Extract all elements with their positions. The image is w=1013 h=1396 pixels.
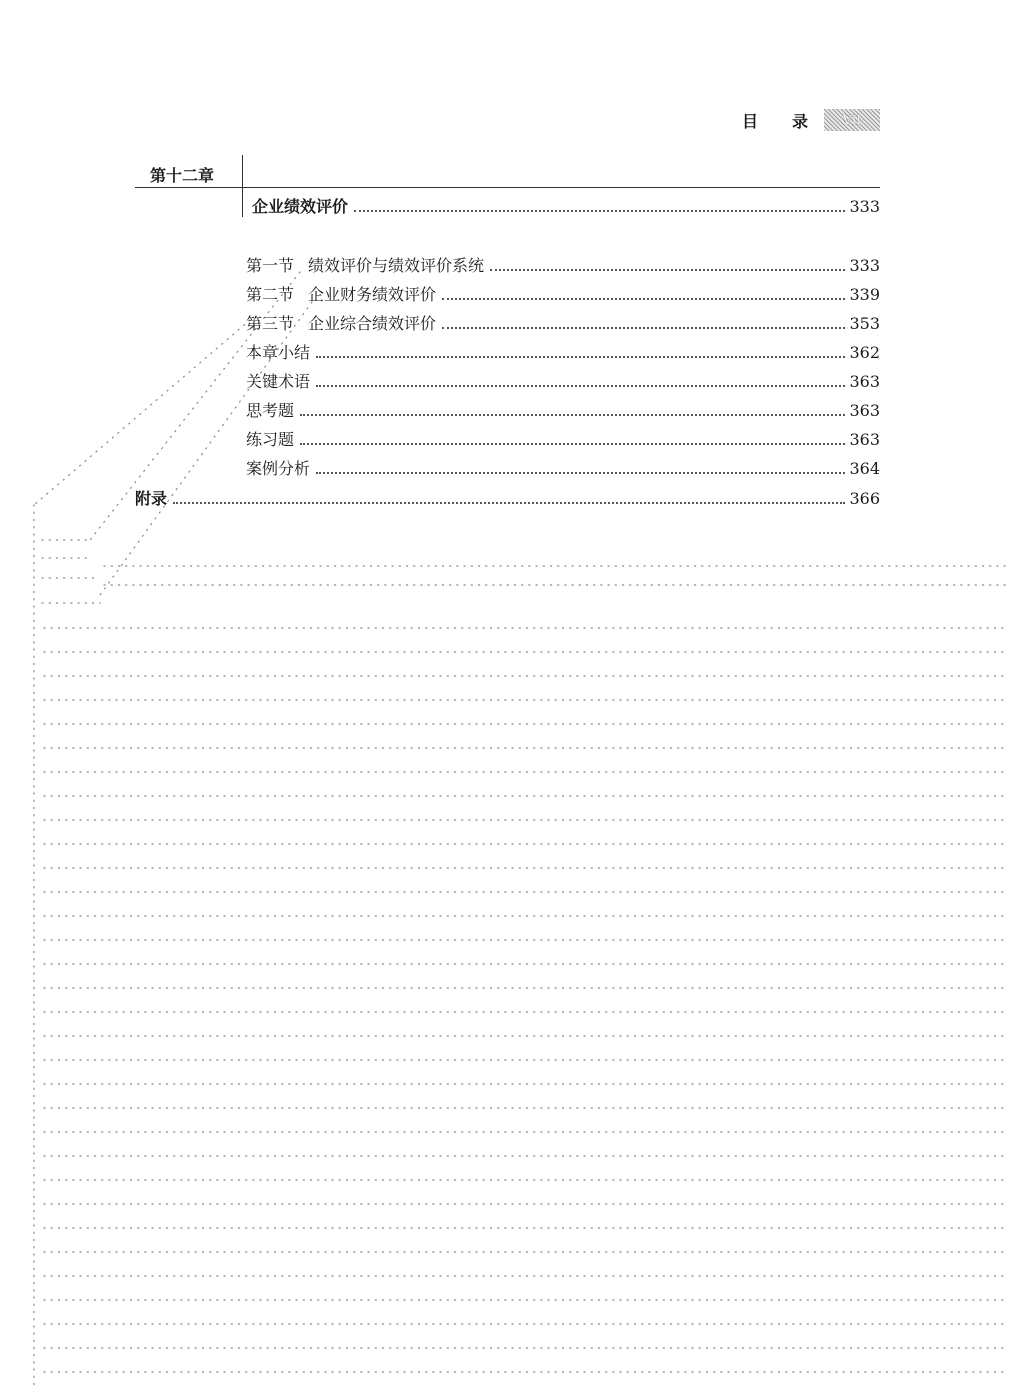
dot-leader: [316, 356, 845, 358]
section-page-number: 339: [849, 285, 880, 304]
dot-leader: [442, 298, 845, 300]
section-title: 企业综合绩效评价: [308, 314, 437, 333]
dot-leader: [300, 414, 845, 416]
item-page-number: 363: [849, 401, 880, 420]
guide-diagonal: [34, 320, 250, 505]
toc-entry-section-2[interactable]: [246, 282, 880, 304]
item-page-number: 363: [849, 430, 880, 449]
dot-leader: [490, 269, 845, 271]
header-char-lu: 录: [791, 111, 808, 131]
section-title: 企业财务绩效评价: [308, 285, 437, 304]
running-header: [742, 108, 880, 132]
dot-leader: [442, 327, 845, 329]
dot-leader: [316, 385, 845, 387]
section-page-number: 353: [849, 314, 880, 333]
toc-entry-case-analysis[interactable]: [246, 456, 880, 478]
toc-entry-section-3[interactable]: [246, 311, 880, 333]
item-title: 案例分析: [246, 459, 311, 478]
dot-leader: [316, 472, 845, 474]
item-page-number: 363: [849, 372, 880, 391]
toc-entry-section-1[interactable]: [246, 253, 880, 275]
item-title: 练习题: [246, 430, 295, 449]
item-title: 本章小结: [246, 343, 311, 362]
chapter-page-number: 333: [849, 197, 880, 216]
dot-leader: [354, 210, 845, 212]
chapter-divider-horizontal: [135, 187, 880, 188]
toc-entry-chapter[interactable]: [252, 194, 880, 216]
section-title: 绩效评价与绩效评价系统: [308, 256, 485, 275]
toc-entry-key-terms[interactable]: [246, 369, 880, 391]
dot-leader: [173, 502, 845, 504]
item-title: 关键术语: [246, 372, 311, 391]
chapter-divider-vertical: [242, 155, 243, 217]
section-number: 第一节: [246, 256, 295, 275]
chapter-label: 第十二章: [150, 166, 215, 185]
toc-entry-questions[interactable]: [246, 398, 880, 420]
section-page-number: 333: [849, 256, 880, 275]
toc-entry-summary[interactable]: [246, 340, 880, 362]
toc-entry-appendix[interactable]: [135, 486, 880, 508]
appendix-title: 附录: [135, 489, 168, 508]
section-number: 第二节: [246, 285, 295, 304]
section-number: 第三节: [246, 314, 295, 333]
page-number-badge: VII: [824, 109, 880, 131]
toc-entry-exercises[interactable]: [246, 427, 880, 449]
item-page-number: 364: [849, 459, 880, 478]
item-page-number: 362: [849, 343, 880, 362]
dot-leader: [300, 443, 845, 445]
chapter-title: 企业绩效评价: [252, 197, 349, 216]
item-title: 思考题: [246, 401, 295, 420]
header-char-mu: 目: [741, 111, 758, 131]
appendix-page-number: 366: [849, 489, 880, 508]
